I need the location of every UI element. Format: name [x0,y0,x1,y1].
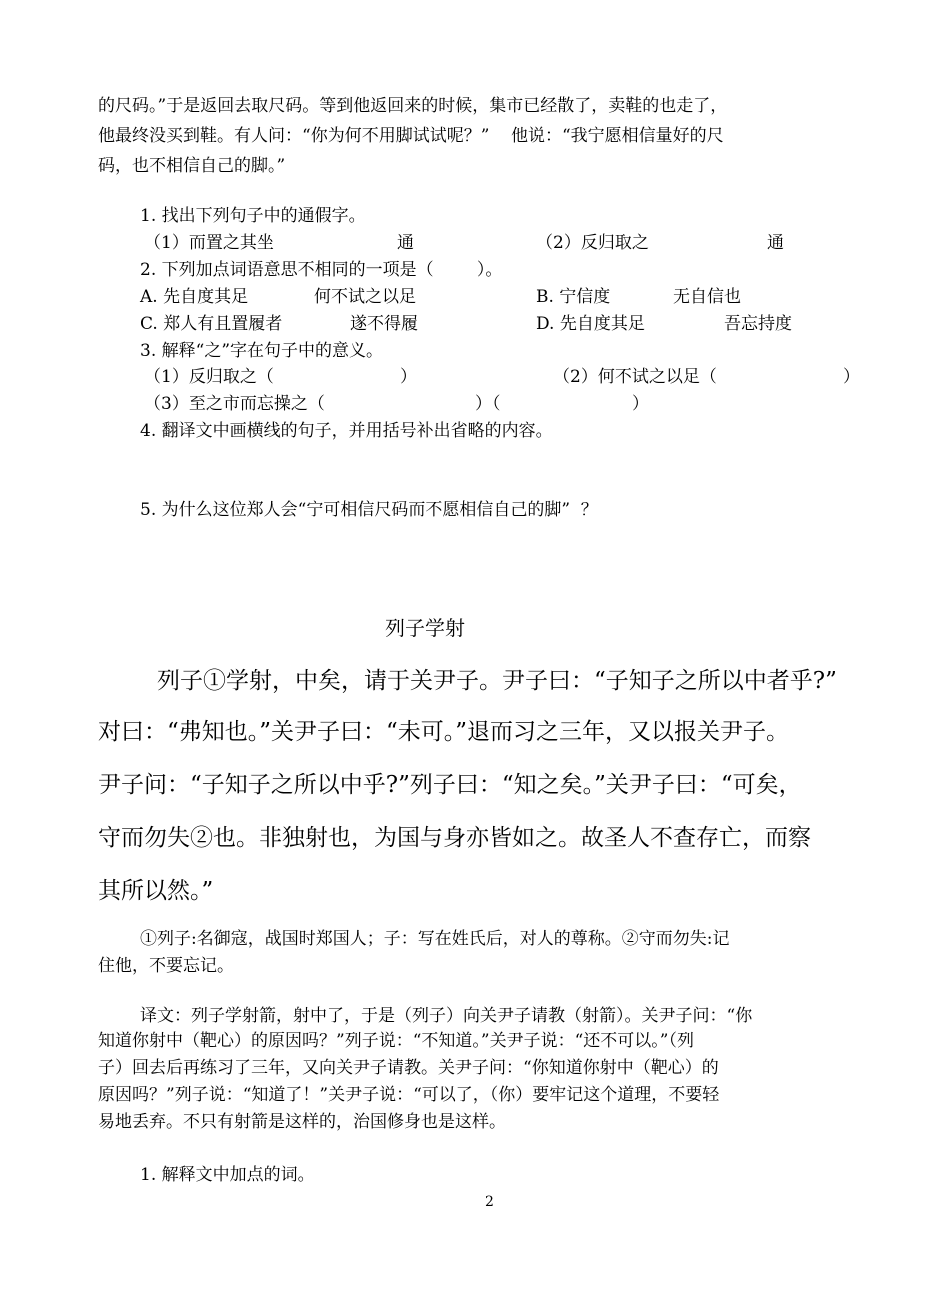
q2-option-d-2: 吾忘持度 [724,314,792,334]
passage2-line-3: 尹子问：“子知子之所以中乎?”列子曰：“知之矣。”关尹子曰：“可矣， [98,772,802,798]
q3-item-2-close: ） [843,367,860,387]
q2-option-b-1: B. 宁信度 [536,287,611,307]
q4-text: 4. 翻译文中画横线的句子，并用括号补出省略的内容。 [140,421,553,441]
q2-option-c-2: 遂不得履 [350,314,418,334]
passage2-q1-text: 1. 解释文中加点的词。 [140,1165,315,1185]
q3-item-1-close: ） [400,367,417,387]
passage1-line-1: 的尺码。”于是返回去取尺码。等到他返回来的时候，集市已经散了，卖鞋的也走了， [98,96,728,116]
passage1-line-3: 码，也不相信自己的脚。” [98,156,286,176]
q2-option-c-1: C. 郑人有且置履者 [140,314,283,334]
translation-line-3: 子）回去后再练习了三年，又向关尹子请教。关尹子问：“你知道你射中（靶心）的 [98,1058,719,1078]
passage1-line-2: 他最终没买到鞋。有人问：“你为何不用脚试试呢？” 他说：“我宁愿相信量好的尺 [98,126,724,146]
passage2-line-5: 其所以然。” [98,878,214,904]
translation-line-1: 译文：列子学射箭，射中了，于是（列子）向关尹子请教（射箭）。关尹子问：“你 [140,1006,753,1026]
q2-option-b-2: 无自信也 [673,287,741,307]
q3-item-2: （2）何不试之以足（ [553,367,717,387]
passage2-title: 列子学射 [385,616,465,640]
notes-line-1: ①列子:名御寇，战国时郑国人；子：写在姓氏后，对人的尊称。②守而勿失:记 [140,929,730,949]
q2-option-a-1: A. 先自度其足 [140,287,249,307]
page-number: 2 [485,1194,494,1210]
q3-item-3-close: ） [632,394,649,414]
q3-item-3: （3）至之市而忘操之（ [144,394,325,414]
translation-line-5: 易地丢弃。不只有射箭是这样的，治国修身也是这样。 [98,1112,506,1132]
q3-item-3-mid: ）（ [475,394,501,414]
q2-title: 2. 下列加点词语意思不相同的一项是（ ）。 [140,260,503,280]
q2-option-d-1: D. 先自度其足 [536,314,645,334]
notes-line-2: 住他，不要忘记。 [98,956,234,976]
q1-item-1-tong: 通 [397,233,414,253]
passage2-line-4: 守而勿失②也。非独射也，为国与身亦皆如之。故圣人不查存亡，而察 [98,825,811,851]
q1-item-2: （2）反归取之 [536,233,649,253]
q1-item-1: （1）而置之其坐 [144,233,274,253]
q1-title: 1. 找出下列句子中的通假字。 [140,206,366,226]
translation-line-4: 原因吗？”列子说：“知道了！”关尹子说：“可以了，（你）要牢记这个道理，不要轻 [98,1085,720,1105]
q5-text: 5. 为什么这位郑人会“宁可相信尺码而不愿相信自己的脚” ？ [140,500,598,520]
translation-line-2: 知道你射中（靶心）的原因吗？”列子说：“不知道。”关尹子说：“还不可以。”（列 [98,1031,694,1051]
q3-item-1: （1）反归取之（ [144,367,274,387]
passage2-line-2: 对曰：“弗知也。”关尹子曰：“未可。”退而习之三年，又以报关尹子。 [98,719,790,745]
q2-option-a-2: 何不试之以足 [314,287,416,307]
q3-title: 3. 解释“之”字在句子中的意义。 [140,341,384,361]
passage2-line-1: 列子①学射，中矣，请于关尹子。尹子曰：“子知子之所以中者乎?” [157,668,837,694]
q1-item-2-tong: 通 [767,233,784,253]
